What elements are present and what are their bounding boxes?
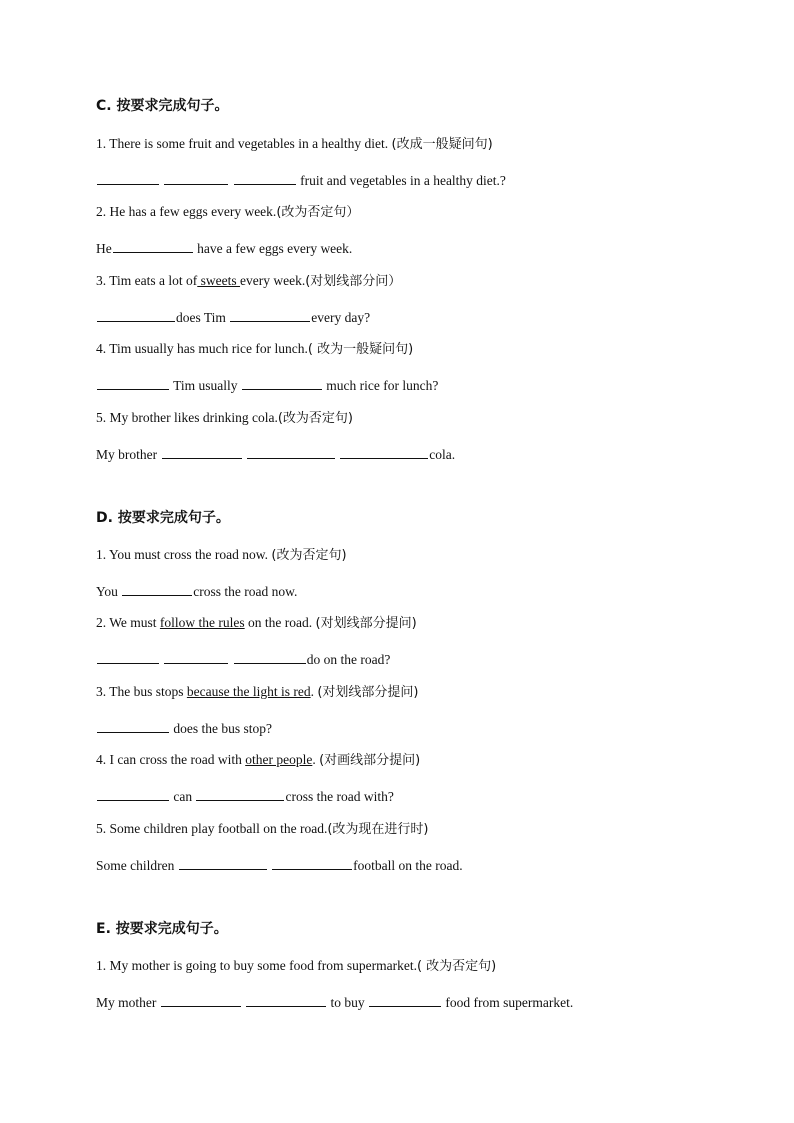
question-text: 2. We must xyxy=(96,615,160,630)
answer-text: Some children xyxy=(96,858,178,873)
answer-text: cross the road with? xyxy=(285,789,394,804)
question-text: on the road. xyxy=(244,615,316,630)
underlined-phrase: other people xyxy=(245,752,313,767)
answer-text: Tim usually xyxy=(170,378,241,393)
section-d-answer-1 xyxy=(96,581,297,601)
section-d-answer-3 xyxy=(96,718,272,738)
section-d-question-2 xyxy=(96,614,417,633)
question-text: 3. Tim eats a lot of xyxy=(96,273,198,288)
answer-blank[interactable] xyxy=(162,444,242,459)
answer-blank[interactable] xyxy=(196,786,284,801)
answer-blank[interactable] xyxy=(122,581,192,596)
answer-blank[interactable] xyxy=(161,992,241,1007)
section-d-question-1 xyxy=(96,546,347,565)
section-c-heading: C. 按要求完成句子。 xyxy=(96,98,229,114)
answer-blank[interactable] xyxy=(242,375,322,390)
answer-text: He xyxy=(96,241,112,256)
underlined-phrase: because the light is red xyxy=(186,684,311,699)
answer-blank[interactable] xyxy=(97,375,169,390)
instruction-note: (改为否定句) xyxy=(271,548,347,563)
answer-text: every day? xyxy=(311,310,371,325)
answer-blank[interactable] xyxy=(369,992,441,1007)
section-c-question-1 xyxy=(96,135,493,154)
question-text: . xyxy=(312,752,320,767)
instruction-note: (改为否定句) xyxy=(277,411,353,426)
section-c-answer-3 xyxy=(96,307,370,327)
section-d-question-4 xyxy=(96,751,420,770)
answer-blank[interactable] xyxy=(97,718,169,733)
answer-text: can xyxy=(170,789,196,804)
question-text: . xyxy=(310,684,318,699)
answer-text: fruit and vegetables in a healthy diet.? xyxy=(296,173,506,188)
answer-text: cola. xyxy=(429,447,456,462)
section-d-answer-5 xyxy=(96,855,463,875)
question-text: 2. He has a few eggs every week. xyxy=(96,204,277,219)
answer-blank[interactable] xyxy=(113,238,193,253)
section-d-question-5 xyxy=(96,820,428,839)
instruction-note: ( 改为否定句) xyxy=(416,959,497,974)
section-c-question-5 xyxy=(96,409,353,428)
section-c-question-4 xyxy=(96,340,413,359)
question-text: 1. My mother is going to buy some food from supermarket. xyxy=(96,958,417,973)
answer-blank[interactable] xyxy=(230,307,310,322)
answer-blank[interactable] xyxy=(246,992,326,1007)
answer-text: does the bus stop? xyxy=(170,721,272,736)
question-text: 5. My brother likes drinking cola. xyxy=(96,410,278,425)
section-c-question-2 xyxy=(96,203,359,222)
instruction-note: (改为现在进行时) xyxy=(327,822,429,837)
answer-blank[interactable] xyxy=(234,649,306,664)
instruction-note: (对划线部分问） xyxy=(305,274,402,289)
underlined-phrase: follow the rules xyxy=(159,615,245,630)
instruction-note: (改为否定句） xyxy=(276,205,360,220)
instruction-note: (对画线部分提问) xyxy=(319,753,421,768)
answer-text: have a few eggs every week. xyxy=(193,241,353,256)
section-c-answer-2 xyxy=(96,238,352,258)
instruction-note: (对划线部分提问) xyxy=(317,685,419,700)
answer-text: My mother xyxy=(96,995,160,1010)
underlined-phrase: sweets xyxy=(197,273,241,288)
answer-blank[interactable] xyxy=(164,170,228,185)
answer-text: food from supermarket. xyxy=(442,995,574,1010)
answer-blank[interactable] xyxy=(97,786,169,801)
section-d-answer-4 xyxy=(96,786,394,806)
section-e-heading: E. 按要求完成句子。 xyxy=(96,921,228,937)
answer-text: You xyxy=(96,584,122,599)
answer-text: much rice for lunch? xyxy=(322,378,439,393)
answer-blank[interactable] xyxy=(97,170,159,185)
answer-blank[interactable] xyxy=(97,649,159,664)
question-text: 5. Some children play football on the road. xyxy=(96,821,328,836)
answer-text: do on the road? xyxy=(306,652,391,667)
answer-text: to buy xyxy=(327,995,369,1010)
answer-blank[interactable] xyxy=(164,649,228,664)
section-e-answer-1 xyxy=(96,992,573,1012)
answer-blank[interactable] xyxy=(247,444,335,459)
section-c-answer-5 xyxy=(96,444,455,464)
question-text: 3. The bus stops xyxy=(96,684,187,699)
section-c-answer-4 xyxy=(96,375,438,395)
instruction-note: (改成一般疑问句) xyxy=(391,137,493,152)
answer-blank[interactable] xyxy=(340,444,428,459)
question-text: 1. You must cross the road now. xyxy=(96,547,272,562)
instruction-note: (对划线部分提问) xyxy=(315,616,417,631)
answer-blank[interactable] xyxy=(272,855,352,870)
answer-blank[interactable] xyxy=(234,170,296,185)
section-e-question-1 xyxy=(96,957,496,976)
question-text: 1. There is some fruit and vegetables in a healthy diet. xyxy=(96,136,392,151)
answer-blank[interactable] xyxy=(97,307,175,322)
question-text: 4. I can cross the road with xyxy=(96,752,246,767)
section-d-answer-2 xyxy=(96,649,390,669)
answer-text: does Tim xyxy=(176,310,230,325)
answer-blank[interactable] xyxy=(179,855,267,870)
instruction-note: ( 改为一般疑问句) xyxy=(307,342,414,357)
section-d-heading: D. 按要求完成句子。 xyxy=(96,510,230,526)
question-text: every week. xyxy=(240,273,306,288)
answer-text: cross the road now. xyxy=(193,584,298,599)
answer-text xyxy=(242,995,245,1010)
section-d-question-3 xyxy=(96,683,419,702)
section-c-question-3 xyxy=(96,272,401,291)
answer-text: My brother xyxy=(96,447,161,462)
answer-text: football on the road. xyxy=(353,858,463,873)
question-text: 4. Tim usually has much rice for lunch. xyxy=(96,341,308,356)
section-c-answer-1 xyxy=(96,170,506,190)
